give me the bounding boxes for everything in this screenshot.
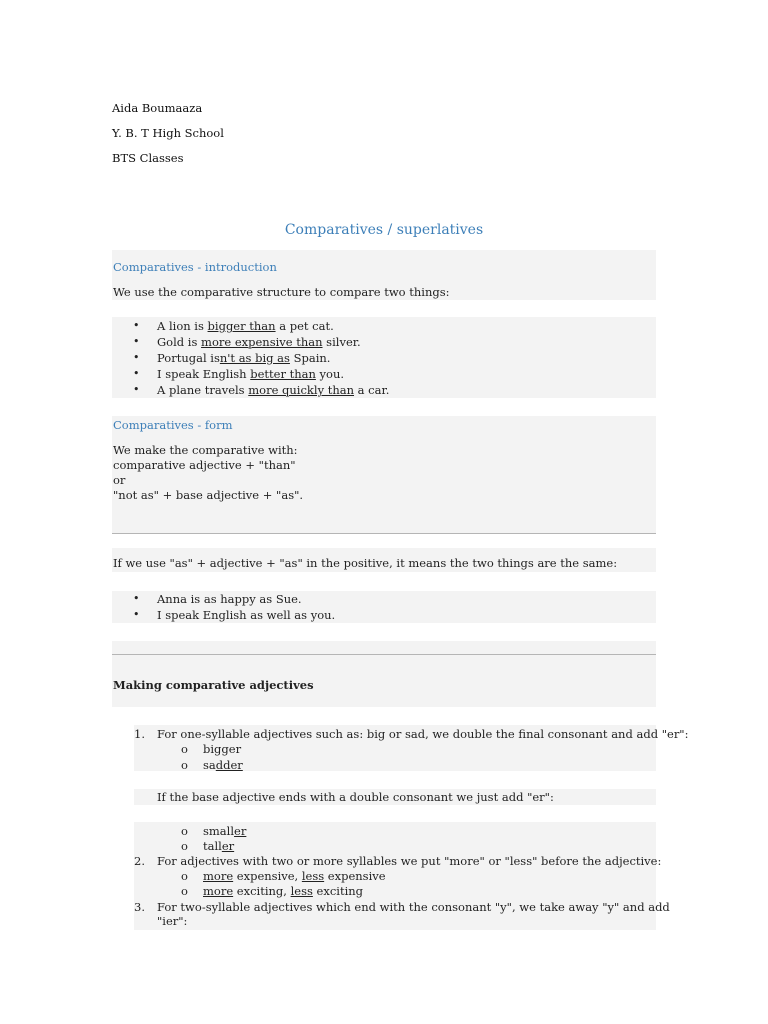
list-item: Portugal isn't as big as Spain. (157, 351, 331, 365)
list-item: bigger (203, 742, 242, 756)
list-number: 1. (134, 727, 145, 741)
list-item: Anna is as happy as Sue. (157, 592, 302, 606)
author-name: Aida Boumaaza (112, 101, 203, 115)
bullet-icon: • (133, 592, 140, 605)
form-line: comparative adjective + "than" (113, 458, 296, 472)
list-item: more expensive, less expensive (203, 869, 386, 883)
circle-bullet-icon: o (181, 839, 188, 853)
divider (112, 533, 656, 534)
divider (112, 654, 656, 655)
circle-bullet-icon: o (181, 758, 188, 772)
circle-bullet-icon: o (181, 824, 188, 838)
list-item: I speak English as well as you. (157, 608, 336, 622)
bullet-icon: • (133, 351, 140, 364)
class-name: BTS Classes (112, 151, 184, 165)
intro-text: We use the comparative structure to compare two things: (113, 285, 450, 299)
circle-bullet-icon: o (181, 742, 188, 756)
bullet-icon: • (133, 608, 140, 621)
list-item: For adjectives with two or more syllables we put "more" or "less" before the adjective: (157, 854, 662, 868)
form-line: "not as" + base adjective + "as". (113, 488, 304, 502)
bullet-icon: • (133, 335, 140, 348)
form-line: We make the comparative with: (113, 443, 298, 457)
list-item: more exciting, less exciting (203, 884, 364, 898)
school-name: Y. B. T High School (112, 126, 224, 140)
form-line: or (113, 473, 126, 487)
page-title: Comparatives / superlatives (284, 222, 484, 238)
circle-bullet-icon: o (181, 869, 188, 883)
list-item: sadder (203, 758, 243, 772)
bullet-icon: • (133, 319, 140, 332)
list-item: A plane travels more quickly than a car. (157, 383, 390, 397)
list-item: A lion is bigger than a pet cat. (157, 319, 334, 333)
list-number: 2. (134, 854, 145, 868)
list-item: For two-syllable adjectives which end with the consonant "y", we take away "y" and add (157, 900, 670, 914)
list-item: smaller (203, 824, 247, 838)
intro-heading: Comparatives - introduction (113, 260, 277, 274)
list-item: Gold is more expensive than silver. (157, 335, 361, 349)
bullet-icon: • (133, 383, 140, 396)
form-band (112, 416, 656, 533)
positive-text: If we use "as" + adjective + "as" in the positive, it means the two things are the same: (113, 556, 618, 570)
circle-bullet-icon: o (181, 884, 188, 898)
form-heading: Comparatives - form (113, 418, 233, 432)
bullet-icon: • (133, 367, 140, 380)
double-consonant-note: If the base adjective ends with a double consonant we just add "er": (157, 790, 554, 804)
making-heading: Making comparative adjectives (113, 678, 314, 692)
making-band (112, 641, 656, 707)
list-item: I speak English better than you. (157, 367, 345, 381)
list-item-continued: "ier": (157, 914, 188, 928)
list-item: taller (203, 839, 235, 853)
list-number: 3. (134, 900, 145, 914)
list-item: For one-syllable adjectives such as: big or sad, we double the final consonant and add "er": (157, 727, 689, 741)
